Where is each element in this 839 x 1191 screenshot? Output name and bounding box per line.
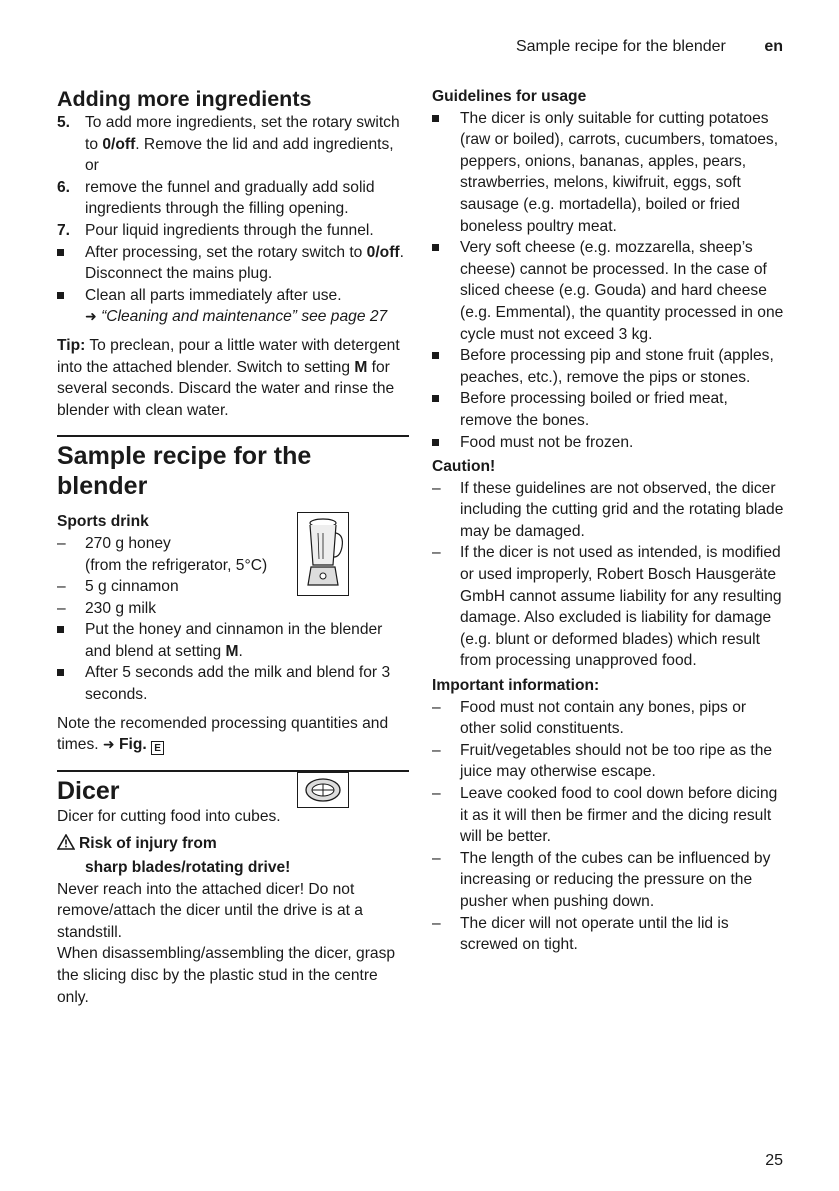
tip-text: for several seconds. Discard the water and rinse the blender with clean water.: [57, 358, 395, 419]
guidelines-heading: Guidelines for usage: [432, 88, 587, 105]
important-item: [432, 913, 784, 956]
dash-marker: –: [432, 698, 441, 716]
important-item: [432, 848, 784, 913]
dash-marker: –: [432, 914, 441, 932]
guideline-text: Before processing pip and stone fruit (apples, peaches, etc.), remove the pips or stones.: [460, 347, 774, 386]
dash-marker: –: [57, 599, 66, 617]
step-7: [57, 220, 409, 242]
tip-text: To preclean, pour a little water with detergent into the attached blender. Switch to setting: [57, 336, 400, 376]
ingredient-note: (from the refrigerator, 5°C): [85, 556, 268, 574]
dash-marker: –: [432, 741, 441, 759]
guideline-item: [432, 432, 784, 454]
guideline-item: [432, 108, 784, 238]
bullet-text: Clean all parts immediately after use.: [85, 286, 342, 304]
step-text: To add more ingredients, set the rotary switch to: [85, 114, 400, 153]
important-text: The dicer will not operate until the lid is screwed on tight.: [460, 914, 729, 954]
ingredient-item: [57, 576, 409, 598]
warning-triangle-icon: [57, 834, 79, 857]
warning-title-line1: Risk of injury from: [79, 835, 217, 853]
right-column: [432, 86, 784, 956]
figure-letter-icon: E: [151, 741, 164, 755]
ingredient-text: 270 g honey: [85, 534, 171, 552]
caution-heading: Caution!: [432, 458, 496, 476]
bullet-item: [57, 662, 409, 705]
header-section-title: Sample recipe for the blender: [515, 38, 726, 55]
arrow-right-icon: ➜: [85, 308, 97, 325]
dash-marker: –: [432, 479, 441, 497]
step-number: 5.: [57, 114, 71, 131]
warning-block: [57, 833, 409, 878]
sample-recipe-heading: Sample recipe for the blender: [57, 442, 312, 501]
bullet-square-icon: [57, 626, 64, 633]
bullet-text: .: [238, 642, 243, 660]
warning-text: Never reach into the attached dicer! Do not remove/attach the dicer until the drive is at a standstill.: [57, 880, 363, 941]
ingredient-text: 230 g milk: [85, 599, 157, 617]
caution-item: [432, 478, 784, 543]
guideline-item: [432, 345, 784, 388]
tip-paragraph: [57, 335, 409, 421]
guideline-item: [432, 237, 784, 345]
bullet-square-icon: [57, 292, 64, 299]
important-text: Leave cooked food to cool down before dicing it as it will then be firmer and the dicing result will be better.: [460, 785, 778, 846]
step-number: 7.: [57, 221, 71, 239]
important-text: Fruit/vegetables should not be too ripe as the juice may otherwise escape.: [460, 741, 773, 781]
bullet-text: After 5 seconds add the milk and blend for 3 seconds.: [85, 664, 391, 704]
warning-title-line2: sharp blades/rotating drive!: [85, 859, 291, 877]
important-text: Food must not contain any bones, pips or other solid constituents.: [460, 698, 747, 738]
dicer-heading: Dicer: [57, 776, 120, 805]
section-divider: [57, 770, 409, 772]
figure-reference-link[interactable]: Fig.: [119, 736, 147, 754]
caution-text: If these guidelines are not observed, the dicer including the cutting grid and the rotating blade may be damaged.: [460, 479, 784, 540]
step-6: [57, 177, 409, 220]
bullet-square-icon: [432, 439, 439, 446]
step-text: Pour liquid ingredients through the funnel.: [85, 221, 374, 239]
bullet-item: [57, 242, 409, 285]
ingredient-text: 5 g cinnamon: [85, 578, 179, 596]
bullet-square-icon: [432, 352, 439, 359]
setting-m: M: [225, 642, 239, 660]
bullet-square-icon: [432, 395, 439, 402]
running-header: [516, 38, 783, 56]
step-5: [57, 112, 409, 177]
caution-item: [432, 542, 784, 672]
ingredient-item: [57, 598, 409, 620]
dash-marker: –: [432, 849, 441, 867]
note-text: Note the recomended processing quantities and times.: [57, 714, 389, 754]
step-text: remove the funnel and gradually add solid ingredients through the filling opening.: [85, 178, 375, 218]
header-language: en: [764, 38, 783, 55]
dicer-icon: [298, 773, 348, 807]
setting-m: M: [354, 358, 368, 376]
left-column: [57, 86, 409, 1008]
dicer-illustration: [297, 772, 349, 808]
guideline-item: [432, 388, 784, 431]
bullet-text: . Disconnect the mains plug.: [85, 243, 404, 283]
bullet-item: [57, 285, 409, 328]
blender-icon: [298, 513, 348, 595]
bullet-square-icon: [57, 249, 64, 256]
dash-marker: –: [432, 544, 441, 562]
adding-heading: Adding more ingredients: [57, 87, 312, 111]
important-item: [432, 740, 784, 783]
ingredient-item: [57, 533, 409, 576]
bullet-square-icon: [432, 244, 439, 251]
cross-reference-link[interactable]: “Cleaning and maintenance” see page 27: [101, 308, 388, 326]
dash-marker: –: [432, 785, 441, 802]
guideline-text: Food must not be frozen.: [460, 433, 634, 451]
switch-setting: 0/off: [102, 135, 136, 153]
dicer-intro: Dicer for cutting food into cubes.: [57, 807, 281, 825]
page-number: 25: [765, 1152, 783, 1169]
section-divider: [57, 435, 409, 437]
bullet-text: After processing, set the rotary switch to: [85, 243, 367, 261]
guideline-text: Very soft cheese (e.g. mozzarella, sheep’s cheese) cannot be processed. In the case of sliced cheese (e.g. Gouda) and hard cheese (e.g. Emmental), the quantity processed in one cycle must not exceed 3 kg.: [460, 239, 784, 343]
important-item: [432, 697, 784, 740]
blender-illustration: [297, 512, 349, 596]
guideline-text: Before processing boiled or fried meat, remove the bones.: [460, 390, 728, 429]
bullet-square-icon: [57, 669, 64, 676]
switch-setting: 0/off: [366, 243, 400, 261]
important-item: [432, 783, 784, 848]
bullet-text: Put the honey and cinnamon in the blender and blend at setting: [85, 621, 383, 660]
step-number: 6.: [57, 178, 71, 196]
dash-marker: –: [57, 578, 66, 596]
guideline-text: The dicer is only suitable for cutting potatoes (raw or boiled), carrots, cucumbers, tomatoes, peppers, onions, bananas, apples, pears, strawberries, melons, kiwifruit, eggs, soft sausage (e.g. mortadella), boiled or fried boneless poultry meat.: [460, 109, 779, 235]
step-text: . Remove the lid and add ingredients, or: [85, 135, 394, 175]
arrow-right-icon: ➜: [102, 736, 115, 753]
tip-label: Tip:: [57, 336, 86, 354]
important-heading: Important information:: [432, 677, 600, 695]
note-paragraph: [57, 713, 409, 756]
important-text: The length of the cubes can be influenced by increasing or reducing the pressure on the pusher when pushing down.: [460, 849, 771, 910]
dash-marker: –: [57, 534, 66, 552]
assembly-text: When disassembling/assembling the dicer, grasp the slicing disc by the plastic stud in the centre only.: [57, 945, 396, 1006]
bullet-item: [57, 619, 409, 662]
sports-drink-heading: Sports drink: [57, 513, 149, 531]
bullet-square-icon: [432, 115, 439, 122]
caution-text: If the dicer is not used as intended, is modified or used improperly, Robert Bosch Hausgeräte GmbH cannot assume liability for any resulting damage. Also excluded is liability for damage (e.g. blunt or deformed blades) which result from processing unapproved food.: [460, 544, 782, 670]
